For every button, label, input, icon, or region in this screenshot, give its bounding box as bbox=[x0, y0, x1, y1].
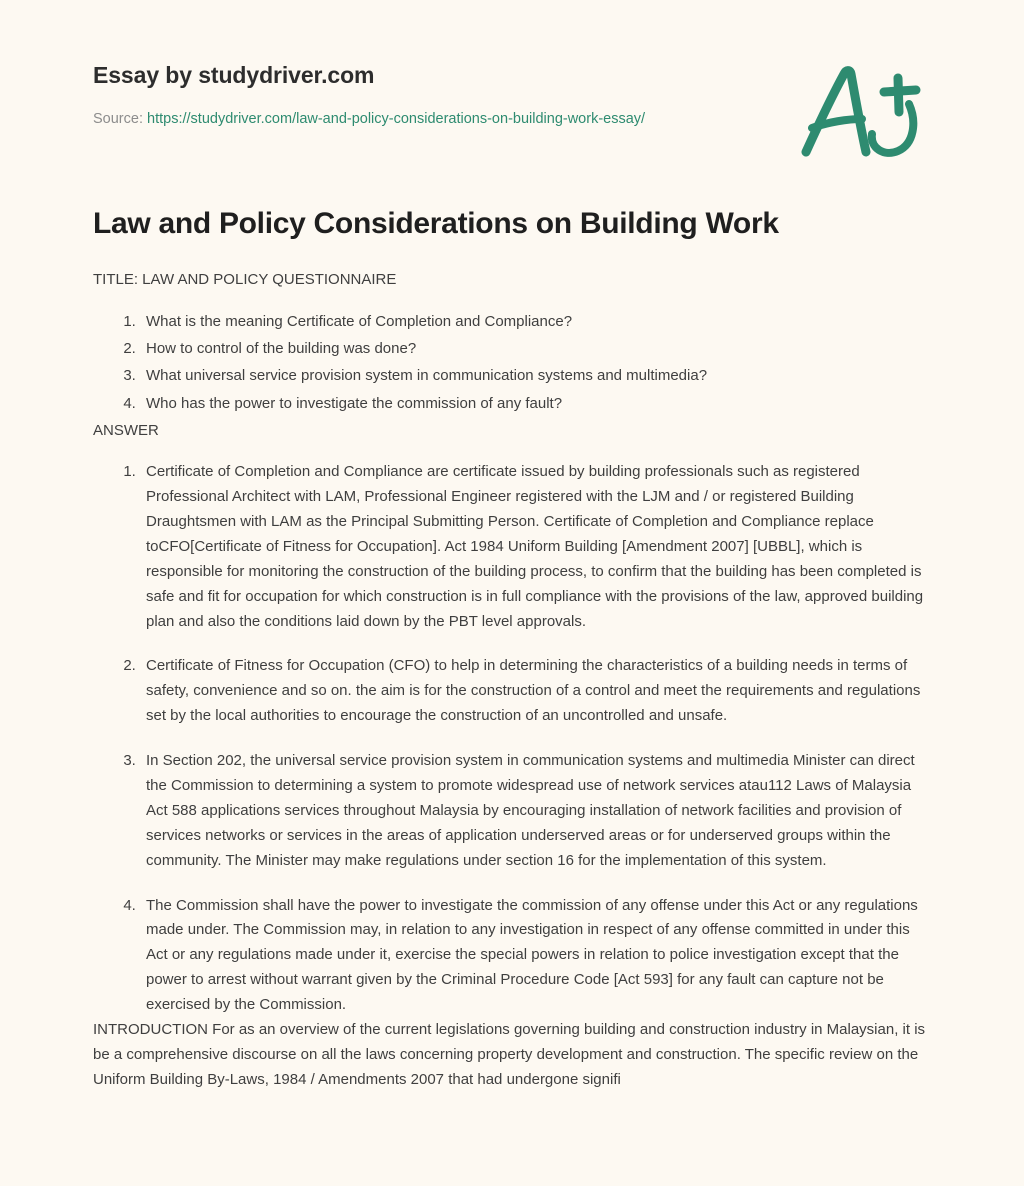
introduction-paragraph: INTRODUCTION For as an overview of the current legislations governing building and construction industry in Malaysian, it is be a comprehensive discourse on all the laws concerning property development and construction. The specific review on the Uniform Building By-Laws, 1984 / Amendments 2007 that had undergone signifi bbox=[93, 1020, 926, 1088]
questionnaire-subtitle: TITLE: LAW AND POLICY QUESTIONNAIRE bbox=[93, 271, 397, 289]
essay-byline: Essay by studydriver.com bbox=[93, 62, 375, 88]
list-item: 2. Certificate of Fitness for Occupation (CFO) to help in determining the characteristics of a building needs in terms of safety, convenience and so on. the aim is for the construction of a control and meet the requirements and regulations set by the local authorities to encourage the construction of an uncontrolled and unsafe. bbox=[140, 654, 934, 729]
list-item: 4. Who has the power to investigate the commission of any fault? bbox=[140, 392, 934, 416]
list-item: 2. How to control of the building was done? bbox=[140, 337, 934, 361]
list-item: 3. What universal service provision system in communication systems and multimedia? bbox=[140, 364, 934, 388]
source-line bbox=[93, 109, 934, 129]
list-item: 4. The Commission shall have the power to investigate the commission of any offense under this Act or any regulations made under. The Commission may, in relation to any investigation in respect of any offense committed in under this Act or any regulations made under it, exercise the special powers in relation to police investigation except that the power to arrest without warrant given by the Criminal Procedure Code [Act 593] for any fault can capture not be exercised by the Commission. bbox=[140, 894, 934, 1018]
list-item: 3. In Section 202, the universal service provision system in communication systems and multimedia Minister can direct the Commission to determining a system to promote widespread use of network services atau112 Laws of Malaysia Act 588 applications services throughout Malaysia by encouraging installation of network facilities and provision of services networks or services in the areas of application underserved areas or for underserved groups within the community. The Minister may make regulations under section 16 for the implementation of this system. bbox=[140, 749, 934, 873]
document-body bbox=[93, 242, 934, 1092]
answers-list bbox=[93, 460, 934, 1018]
source-url-link[interactable]: https://studydriver.com/law-and-policy-considerations-on-building-work-essay/ bbox=[147, 110, 646, 127]
page-title: Law and Policy Considerations on Building Work bbox=[93, 206, 779, 240]
list-item: 1. What is the meaning Certificate of Completion and Compliance? bbox=[140, 310, 934, 334]
questions-list bbox=[93, 310, 934, 416]
list-item: 1. Certificate of Completion and Compliance are certificate issued by building professionals such as registered Professional Architect with LAM, Professional Engineer registered with the LJM and / or registered Building Draughtsmen with LAM as the Principal Submitting Person. Certificate of Completion and Compliance replace toCFO[Certificate of Fitness for Occupation]. Act 1984 Uniform Building [Amendment 2007] [UBBL], which is responsible for monitoring the construction of the building process, to confirm that the building has been completed is safe and fit for occupation for which construction is in full compliance with the provisions of the law, approved building plan and also the conditions laid down by the PBT level approvals. bbox=[140, 460, 934, 634]
answer-heading: ANSWER bbox=[93, 421, 159, 439]
source-label: Source: bbox=[93, 110, 143, 127]
document-header bbox=[93, 0, 934, 129]
